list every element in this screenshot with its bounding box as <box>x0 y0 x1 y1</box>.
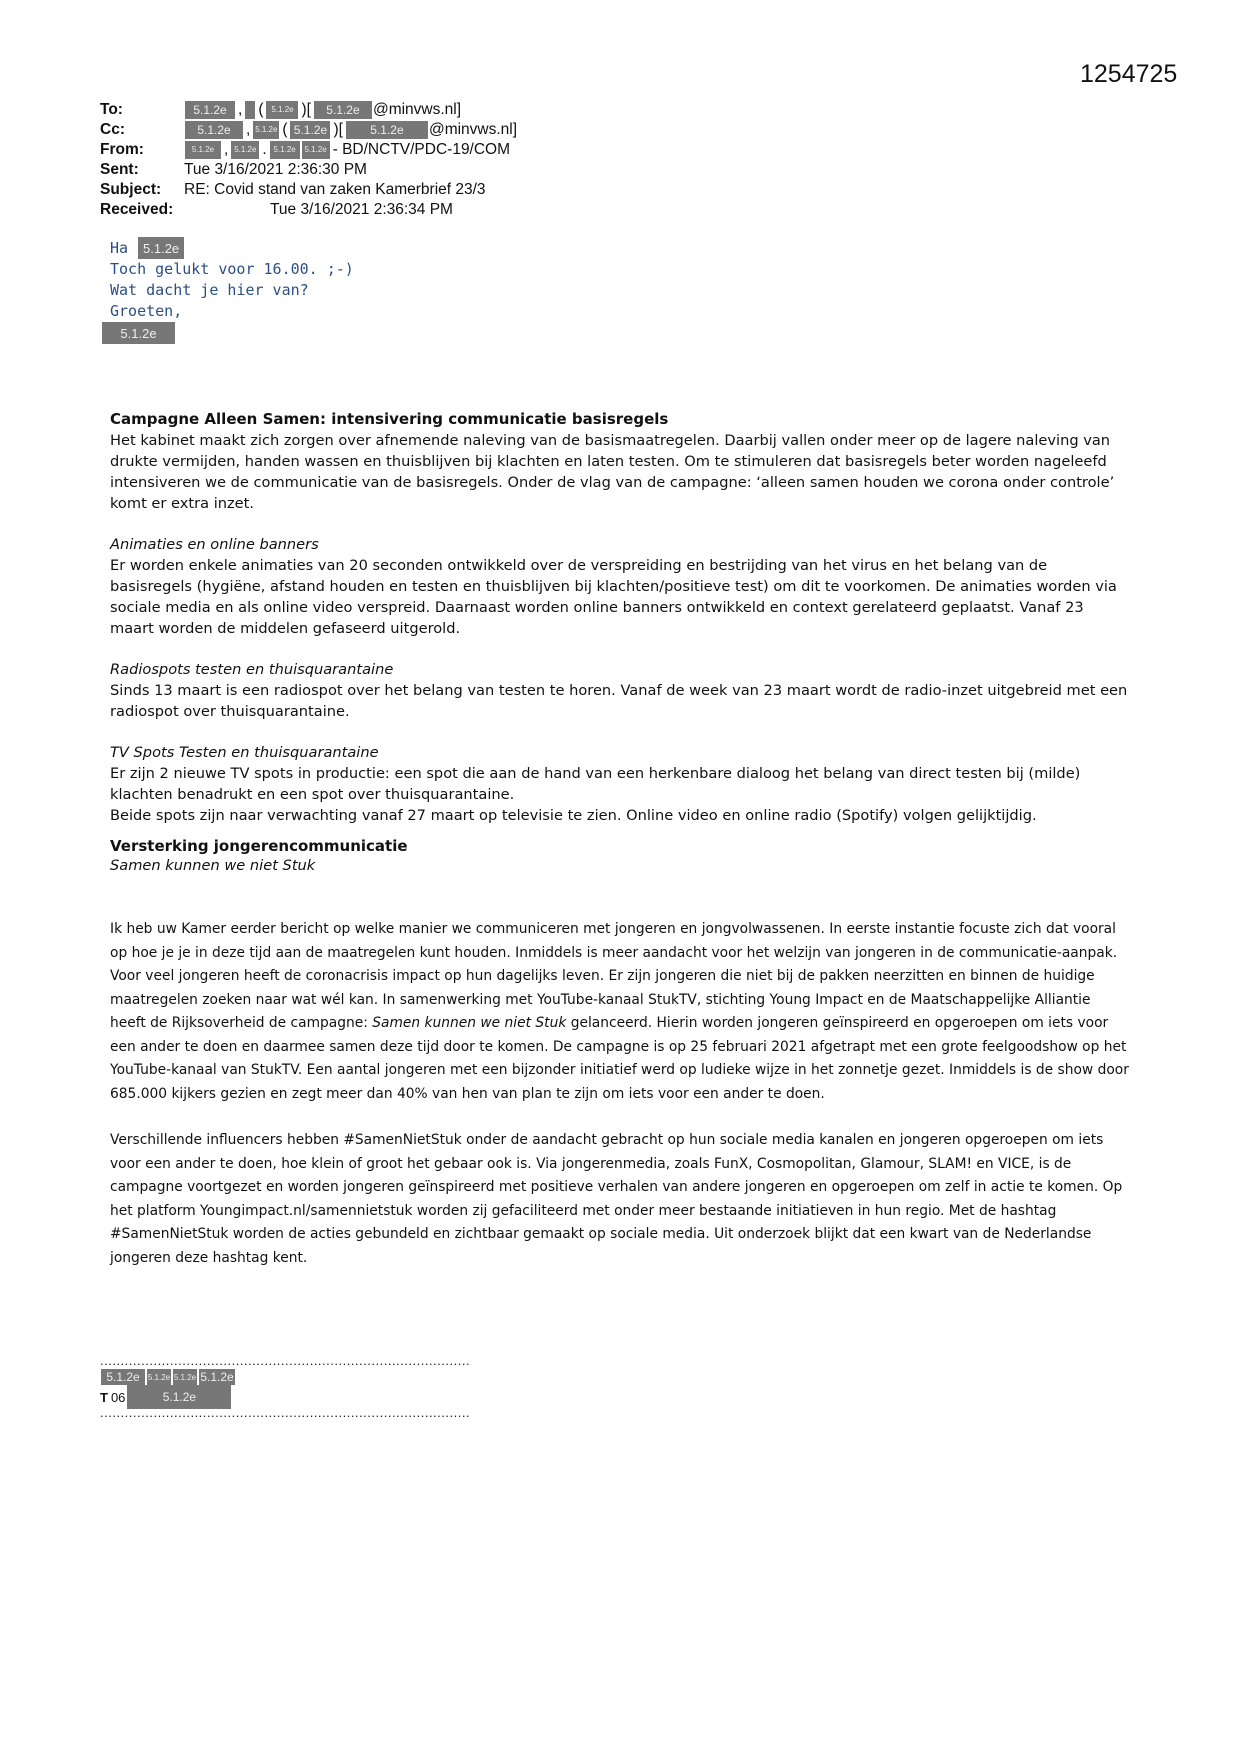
greeting-line: Wat dacht je hier van? <box>110 281 309 299</box>
from-row: From: 5.1.2e , 5.1.2e . 5.1.2e 5.1.2e - BD/NCTV/PDC-19/COM <box>100 141 511 158</box>
paragraph: Er zijn 2 nieuwe TV spots in productie: een spot die aan de hand van een herkenbare dialoog het belang van direct testen bij (milde) klachten benadrukt en een spot over thuisquarantaine. <box>110 765 1081 803</box>
dotted-separator: .......................................................................................... <box>100 1355 471 1367</box>
redaction-block: 5.1.2e <box>102 322 175 344</box>
phone-label: T <box>100 1389 108 1405</box>
redaction-block: 5.1.2e <box>290 121 330 139</box>
received-label: Received: <box>100 201 174 218</box>
paragraph: Ik heb uw Kamer eerder bericht op welke manier we communiceren met jongeren en jongvolwassenen. In eerste instantie focuste zich dat vooral op hoe je je in deze tijd aan de maatregelen kunt houden. Inmiddels is meer aandacht voor het welzijn van jongeren in de communicatie-aanpak. Voor veel jongeren heeft de coronacrisis impact op hun dagelijks leven. Er zijn jongeren die niet bij de pakken neerzitten en binnen de huidige maatregelen zoeken naar wat wél kan. In samenwerking met YouTube-kanaal StukTV, stichting Young Impact en de Maatschappelijke Alliantie heeft de Rijksoverheid de campagne: Samen kunnen we niet Stuk gelanceerd. Hierin worden jongeren geïnspireerd en opgeroepen om iets voor een ander te doen en daarmee samen deze tijd door te komen. De campagne is op 25 februari 2021 afgetrapt met een grote feelgoodshow op het YouTube-kanaal van StukTV. Een aantal jongeren met een bijzonder initiatief werd op ludieke wijze in het zonnetje gezet. Inmiddels is de show door 685.000 kijkers gezien en zegt meer dan 40% van hen van plan te zijn om iets voor een ander te doen. <box>110 921 1129 1102</box>
redaction-block: 5.1.2e <box>127 1385 231 1409</box>
redaction-block: 5.1.2e <box>346 121 428 139</box>
redaction-block: 5.1.2e <box>185 101 235 119</box>
redaction-block: 5.1.2e <box>173 1369 197 1385</box>
redaction-block: 5.1.2e <box>147 1369 171 1385</box>
subject-value: RE: Covid stand van zaken Kamerbrief 23/3 <box>184 181 486 198</box>
cc-label: Cc: <box>100 121 125 138</box>
email-header <box>100 100 517 220</box>
section-title: Versterking jongerencommunicatie <box>110 837 408 855</box>
letter-body <box>110 409 1130 874</box>
paragraph: Beide spots zijn naar verwachting vanaf 27 maart op televisie te zien. Online video en online radio (Spotify) volgen gelijktijdig. <box>110 807 1037 824</box>
received-value: Tue 3/16/2021 2:36:34 PM <box>270 201 453 218</box>
redaction-block: 5.1.2e <box>200 1370 234 1384</box>
to-domain: @minvws.nl] <box>372 101 462 118</box>
redaction-block: 5.1.2e <box>266 101 298 119</box>
signature-redaction-line <box>110 322 354 344</box>
sent-row <box>100 160 517 180</box>
from-org: - BD/NCTV/PDC-19/COM <box>332 141 511 158</box>
greeting-line: Groeten, <box>110 302 183 320</box>
sent-label: Sent: <box>100 161 139 178</box>
greeting-ha: Ha <box>110 238 129 257</box>
paragraph: Sinds 13 maart is een radiospot over het belang van testen te horen. Vanaf de week van 23 maart wordt de radio-inzet uitgebreid met een radiospot over thuisquarantaine. <box>110 682 1128 720</box>
subsection-title: TV Spots Testen en thuisquarantaine <box>110 744 379 761</box>
subject-row <box>100 180 517 200</box>
letter-body-lower <box>110 918 1130 1270</box>
to-label: To: <box>100 101 123 118</box>
greeting-line: Toch gelukt voor 16.00. ;-) <box>110 260 354 278</box>
greeting-ha-line <box>110 237 354 259</box>
phone-prefix: 06 <box>110 1389 126 1405</box>
redaction-block: 5.1.2e <box>185 121 243 139</box>
redaction-block: 5.1.2e <box>270 141 300 159</box>
signature-block <box>100 1355 520 1419</box>
redaction-block <box>245 101 255 119</box>
redaction-block: 5.1.2e <box>231 141 259 159</box>
sent-value: Tue 3/16/2021 2:36:30 PM <box>184 161 367 178</box>
document-number: 1254725 <box>1080 60 1178 88</box>
paragraph: Er worden enkele animaties van 20 seconden ontwikkeld over de verspreiding en bestrijding van het virus en het belang van de basisregels (hygiëne, afstand houden en testen en thuisblijven bij klachten/positieve test) om dit te voorkomen. De animaties worden via sociale media en als online video verspreid. Daarnaast worden online banners ontwikkeld en context gerelateerd geplaatst. Vanaf 23 maart worden de middelen gefaseerd uitgerold. <box>110 557 1117 637</box>
dotted-separator: .......................................................................................... <box>100 1407 471 1419</box>
signature-name-row <box>100 1367 520 1387</box>
redaction-block: 5.1.2e <box>185 141 221 159</box>
subsection-title: Radiospots testen en thuisquarantaine <box>110 661 394 678</box>
phone-row <box>100 1387 520 1407</box>
paragraph: Verschillende influencers hebben #SamenNietStuk onder de aandacht gebracht op hun sociale media kanalen en jongeren opgeroepen om iets voor een ander te doen, hoe klein of groot het gebaar ook is. Via jongerenmedia, zoals FunX, Cosmopolitan, Glamour, SLAM! en VICE, is de campagne voortgezet en worden jongeren geïnspireerd met positieve verhalen van andere jongeren en opgeroepen om zelf in actie te komen. Op het platform Youngimpact.nl/samennietstuk worden zij gefaciliteerd met onder meer bestaande initiatieven in hun regio. Met de hashtag #SamenNietStuk worden de acties gebundeld en zichtbaar gemaakt op sociale media. Uit onderzoek blijkt dat een kwart van de Nederlandse jongeren deze hashtag kent. <box>110 1132 1123 1266</box>
subsection-title: Samen kunnen we niet Stuk <box>110 857 316 874</box>
subsection-title: Animaties en online banners <box>110 536 319 553</box>
from-label: From: <box>100 141 144 158</box>
greeting <box>110 237 354 344</box>
paragraph: Het kabinet maakt zich zorgen over afnemende naleving van de basismaatregelen. Daarbij vallen onder meer op de lagere naleving van drukte vermijden, handen wassen en thuisblijven bij klachten en laten testen. Om te stimuleren dat basisregels beter worden nageleefd intensiveren we de communicatie van de basisregels. Onder de vlag van de campagne: ‘alleen samen houden we corona onder controle’ komt er extra inzet. <box>110 432 1115 512</box>
section-title: Campagne Alleen Samen: intensivering communicatie basisregels <box>110 410 669 428</box>
to-row: To: 5.1.2e , ( 5.1.2e )[ 5.1.2e @minvws.nl] <box>100 101 462 118</box>
redaction-block: 5.1.2e <box>302 141 330 159</box>
cc-domain: @minvws.nl] <box>428 121 518 138</box>
received-row <box>100 200 517 220</box>
cc-row: Cc: 5.1.2e , 5.1.2e ( 5.1.2e )[ 5.1.2e @minvws.nl] <box>100 121 518 138</box>
redaction-block: 5.1.2e <box>314 101 372 119</box>
redaction-block: 5.1.2e <box>138 237 184 259</box>
redaction-block: 5.1.2e <box>101 1369 145 1385</box>
subject-label: Subject: <box>100 181 162 198</box>
redaction-block: 5.1.2e <box>253 121 279 139</box>
